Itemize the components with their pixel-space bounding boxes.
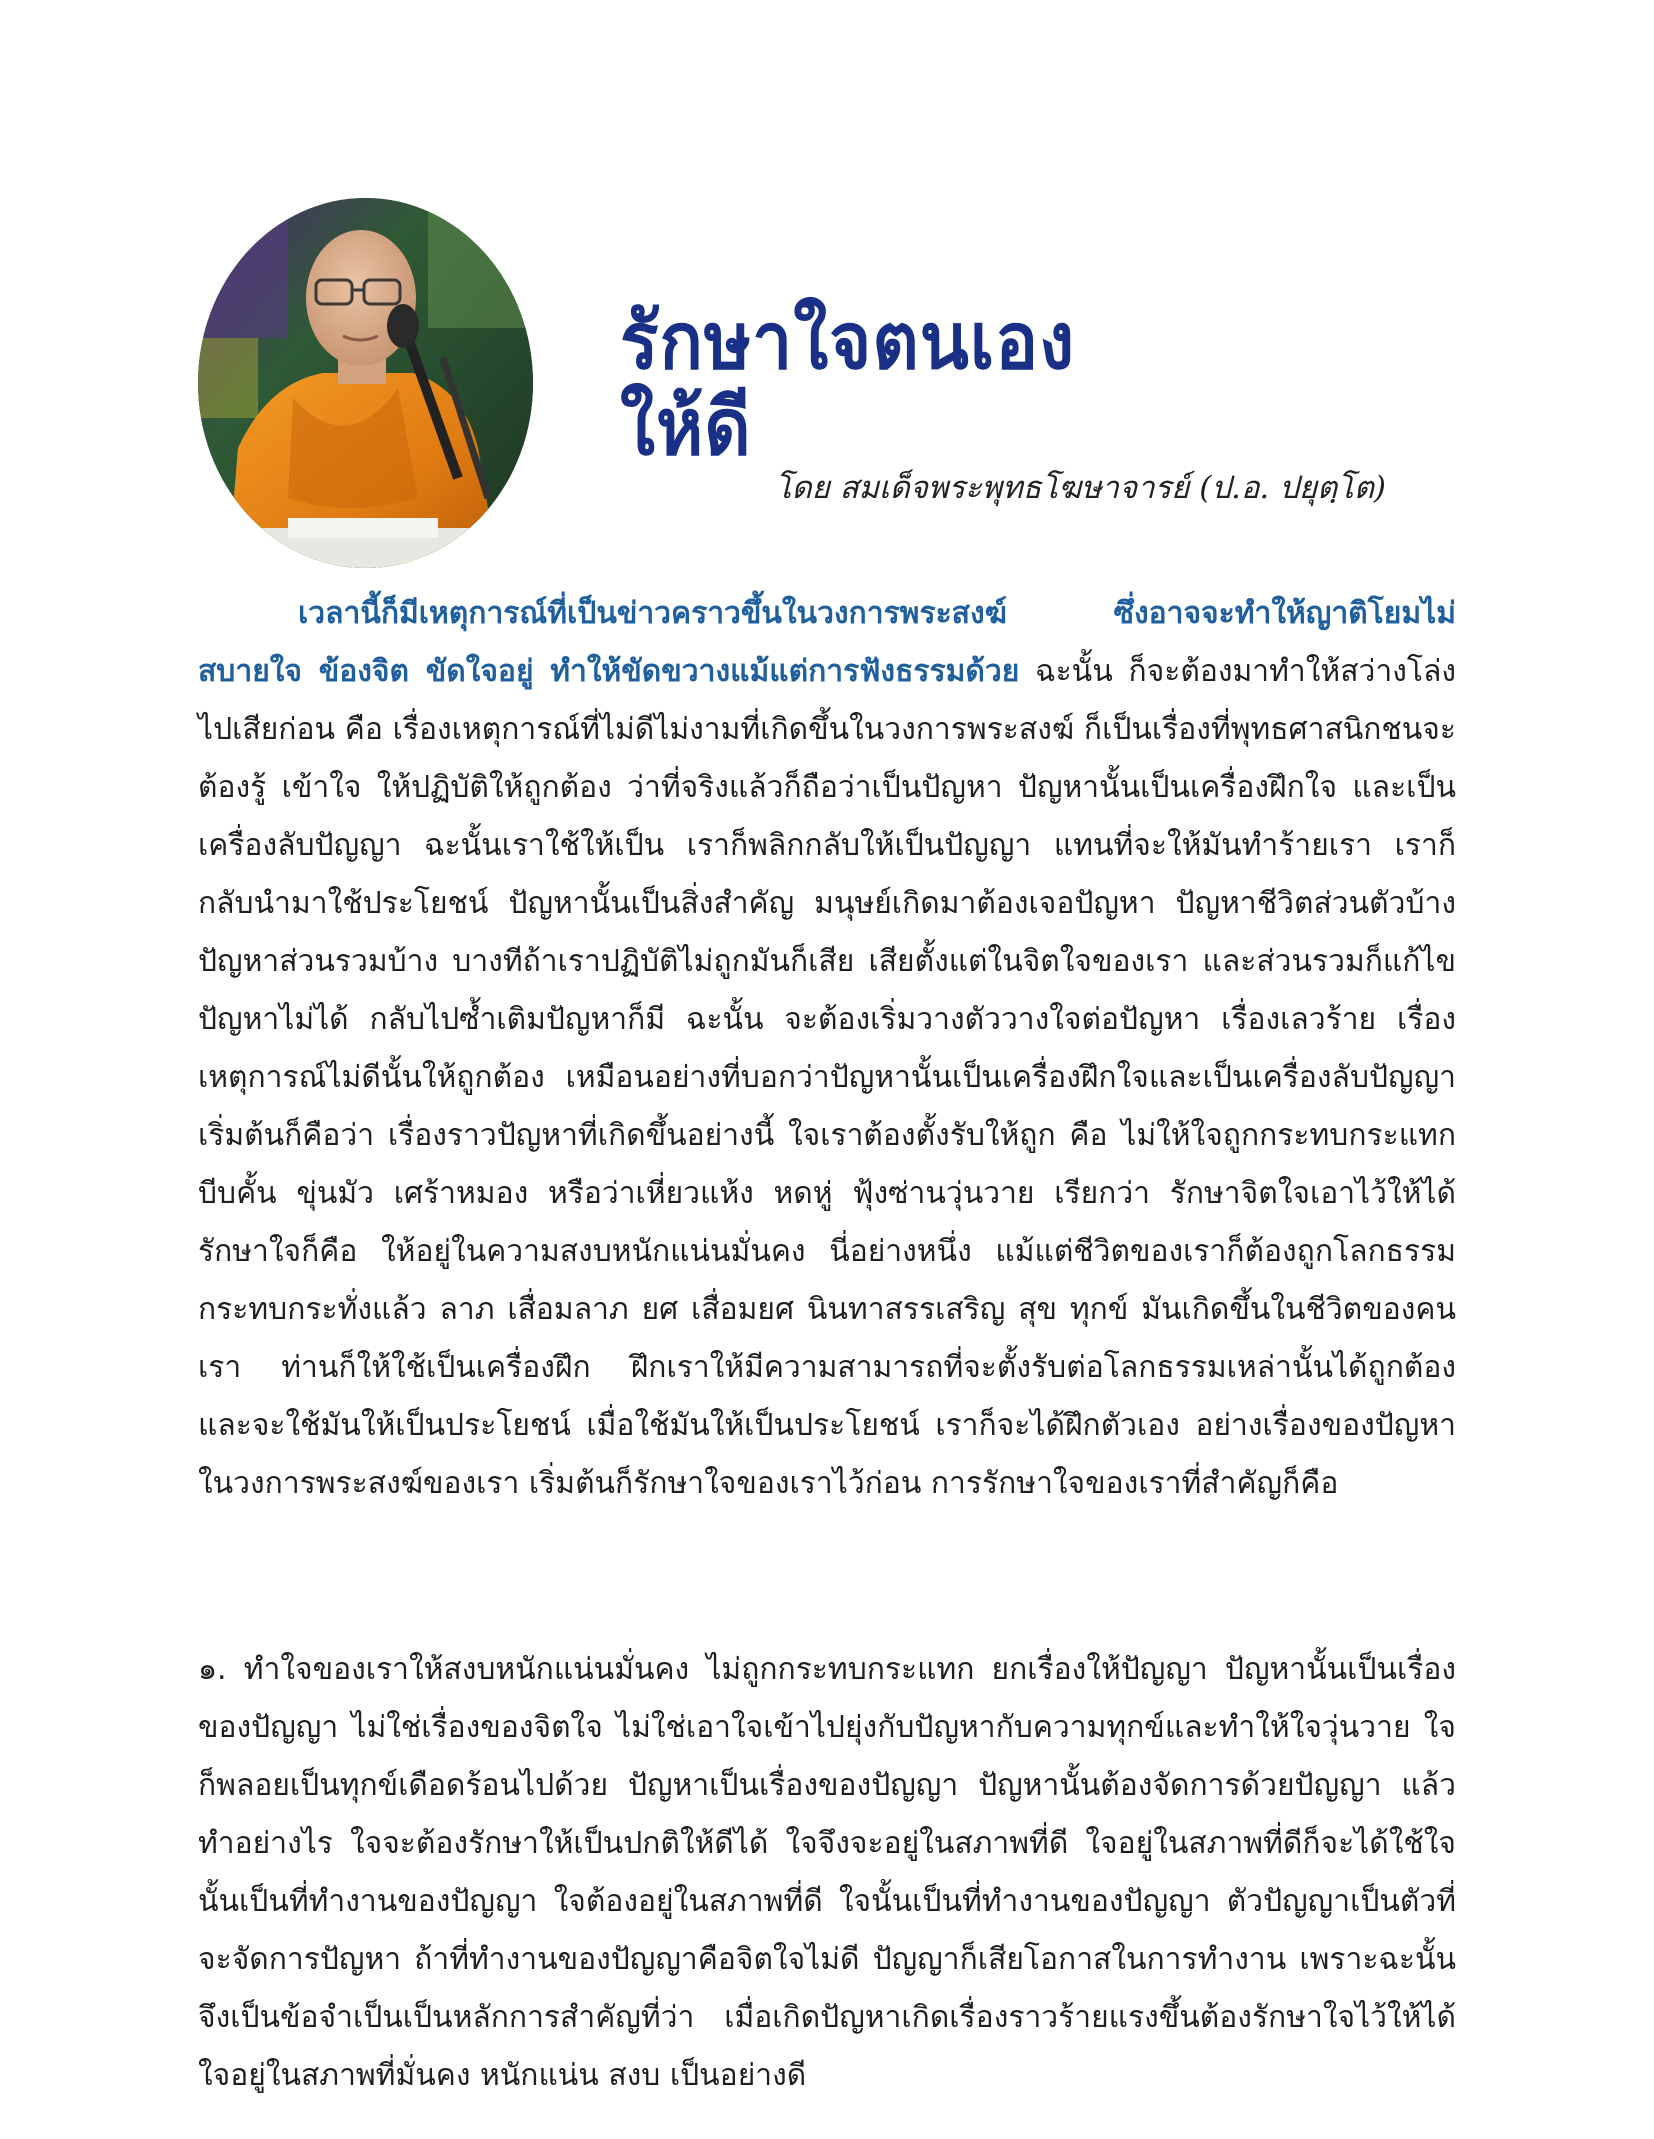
paragraph-1 [198, 585, 1456, 1513]
paragraph-1-lead: เวลานี้ก็มีเหตุการณ์ที่เป็นข่าวคราวขึ้นในวงการพระสงฆ์ ซึ่งอาจจะทำให้ญาติโยมไม่สบายใจ ข้องจิต ขัดใจอยู่ ทำให้ขัดขวางแม้แต่การฟังธรรมด้วย [198, 596, 1456, 689]
monk-portrait-photo [198, 198, 533, 568]
paragraph-1-text: ฉะนั้น ก็จะต้องมาทำให้สว่างโล่งไปเสียก่อน คือ เรื่องเหตุการณ์ที่ไม่ดีไม่งามที่เกิดขึ้นในวงการพระสงฆ์ ก็เป็นเรื่องที่พุทธศาสนิกชนจะต้องรู้ เข้าใจ ให้ปฏิบัติให้ถูกต้อง ว่าที่จริงแล้วก็ถือว่าเป็นปัญหา ปัญหานั้นเป็นเครื่องฝึกใจ และเป็นเครื่องลับปัญญา ฉะนั้นเราใช้ให้เป็น เราก็พลิกกลับให้เป็นปัญญา แทนที่จะให้มันทำร้ายเรา เราก็กลับนำมาใช้ประโยชน์ ปัญหานั้นเป็นสิ่งสำคัญ มนุษย์เกิดมาต้องเจอปัญหา ปัญหาชีวิตส่วนตัวบ้าง ปัญหาส่วนรวมบ้าง บางทีถ้าเราปฏิบัติไม่ถูกมันก็เสีย เสียตั้งแต่ในจิตใจของเรา และส่วนรวมก็แก้ไขปัญหาไม่ได้ กลับไปซ้ำเติมปัญหาก็มี ฉะนั้น จะต้องเริ่มวางตัววางใจต่อปัญหา เรื่องเลวร้าย เรื่องเหตุการณ์ไม่ดีนั้นให้ถูกต้อง เหมือนอย่างที่บอกว่าปัญหานั้นเป็นเครื่องฝึกใจและเป็นเครื่องลับปัญญา เริ่มต้นก็คือว่า เรื่องราวปัญหาที่เกิดขึ้นอย่างนี้ ใจเราต้องตั้งรับให้ถูก คือ ไม่ให้ใจถูกกระทบกระแทกบีบคั้น ขุ่นมัว เศร้าหมอง หรือว่าเหี่ยวแห้ง หดหู่ ฟุ้งซ่านวุ่นวาย เรียกว่า รักษาจิตใจเอาไว้ให้ได้ รักษาใจก็คือ ให้อยู่ในความสงบหนักแน่นมั่นคง นี่อย่างหนึ่ง แม้แต่ชีวิตของเราก็ต้องถูกโลกธรรมกระทบกระทั่งแล้ว ลาภ เสื่อมลาภ ยศ เสื่อมยศ นินทาสรรเสริญ สุข ทุกข์ มันเกิดขึ้นในชีวิตของคนเรา ท่านก็ให้ใช้เป็นเครื่องฝึก ฝึกเราให้มีความสามารถที่จะตั้งรับต่อโลกธรรมเหล่านั้นได้ถูกต้อง และจะใช้มันให้เป็นประโยชน์ เมื่อใช้มันให้เป็นประโยชน์ เราก็จะได้ฝึกตัวเอง อย่างเรื่องของปัญหาในวงการพระสงฆ์ของเรา เริ่มต้นก็รักษาใจของเราไว้ก่อน การรักษาใจของเราที่สำคัญก็คือ [198, 654, 1456, 1501]
paragraph-2 [198, 1641, 1456, 2105]
author-byline: โดย สมเด็จพระพุทธโฆษาจารย์ (ป.อ. ปยุตฺโต) [774, 470, 1386, 506]
portrait-illustration [198, 198, 533, 568]
paragraph-2-text: ๑. ทำใจของเราให้สงบหนักแน่นมั่นคง ไม่ถูกกระทบกระแทก ยกเรื่องให้ปัญญา ปัญหานั้นเป็นเรื่องของปัญญา ไม่ใช่เรื่องของจิตใจ ไม่ใช่เอาใจเข้าไปยุ่งกับปัญหากับความทุกข์และทำให้ใจวุ่นวาย ใจก็พลอยเป็นทุกข์เดือดร้อนไปด้วย ปัญหาเป็นเรื่องของปัญญา ปัญหานั้นต้องจัดการด้วยปัญญา แล้วทำอย่างไร ใจจะต้องรักษาให้เป็นปกติให้ดีได้ ใจจึงจะอยู่ในสภาพที่ดี ใจอยู่ในสภาพที่ดีก็จะได้ใช้ใจนั้นเป็นที่ทำงานของปัญญา ใจต้องอยู่ในสภาพที่ดี ใจนั้นเป็นที่ทำงานของปัญญา ตัวปัญญาเป็นตัวที่จะจัดการปัญหา ถ้าที่ทำงานของปัญญาคือจิตใจไม่ดี ปัญญาก็เสียโอกาสในการทำงาน เพราะฉะนั้น จึงเป็นข้อจำเป็นเป็นหลักการสำคัญที่ว่า เมื่อเกิดปัญหาเกิดเรื่องราวร้ายแรงขึ้นต้องรักษาใจไว้ให้ได้ ใจอยู่ในสภาพที่มั่นคง หนักแน่น สงบ เป็นอย่างดี [198, 1652, 1456, 2093]
document-title: รักษาใจตนเองให้ดี [620, 297, 1076, 473]
